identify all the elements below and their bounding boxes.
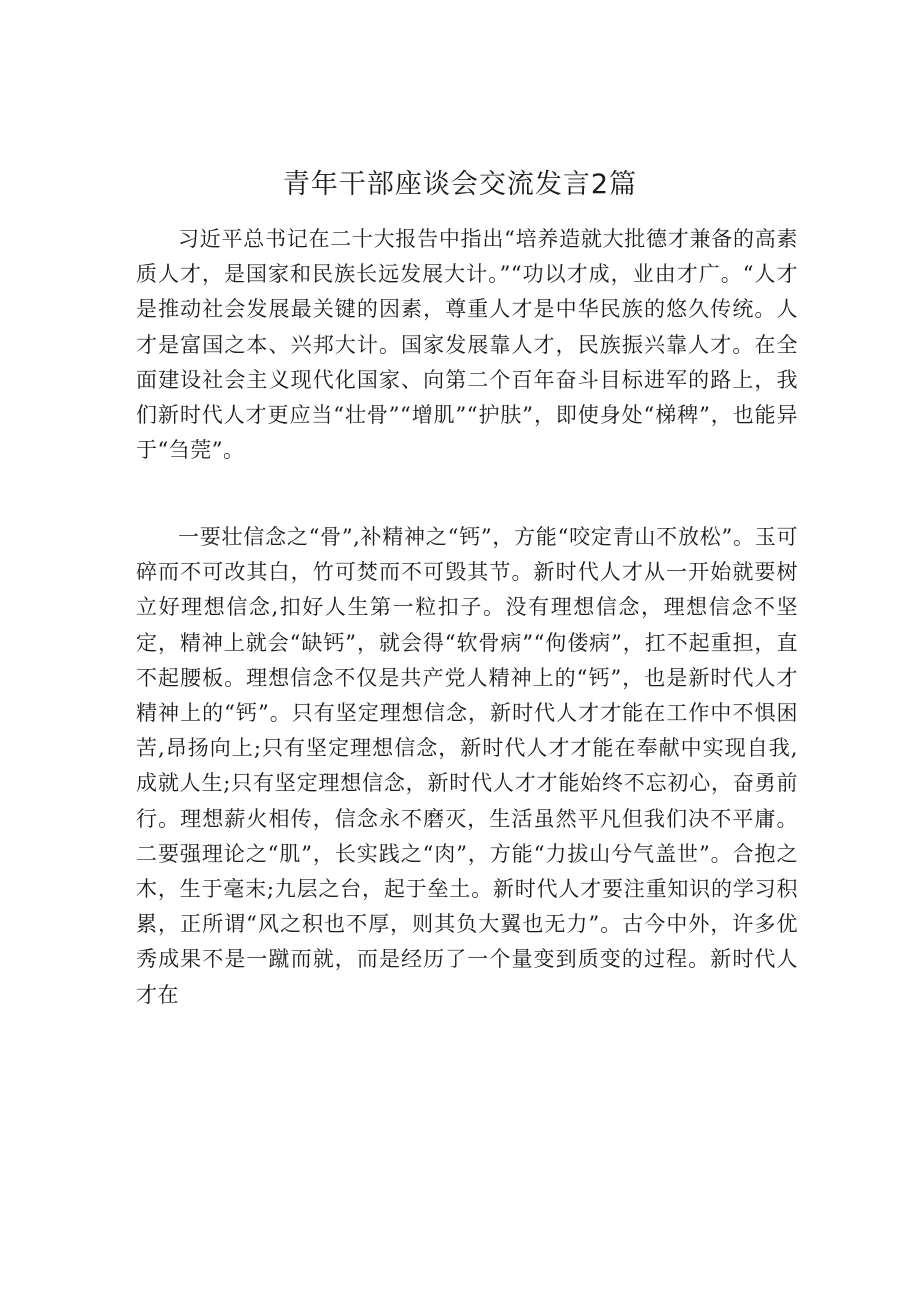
paragraph-body: 一要壮信念之“骨”,补精神之“钙”，方能“咬定青山不放松”。玉可碎而不可改其白，竹可焚而不可毁其节。新时代人才从一开始就要树立好理想信念,扣好人生第一粒扣子。没有理想信念，理想信念不坚定，精神上就会“缺钙”，就会得“软骨病”“佝偻病”，扛不起重担，直不起腰板。理想信念不仅是共产党人精神上的“钙”，也是新时代人才精神上的“钙”。只有坚定理想信念，新时代人才才能在工作中不惧困苦,昂扬向上;只有坚定理想信念，新时代人才才能在奉献中实现自我,成就人生;只有坚定理想信念，新时代人才才能始终不忘初心，奋勇前行。理想薪火相传，信念永不磨灭，生活虽然平凡但我们决不平庸。二要强理论之“肌”，长实践之“肉”，方能“力拔山兮气盖世”。合抱之木，生于毫末;九层之台，起于垒土。新时代人才要注重知识的学习积累，正所谓“风之积也不厚，则其负大翼也无力”。古今中外，许多优秀成果不是一蹴而就，而是经历了一个量变到质变的过程。新时代人才在	[136, 525, 798, 1007]
paragraph-intro: 习近平总书记在二十大报告中指出“培养造就大批德才兼备的高素质人才，是国家和民族长远发展大计。”“功以才成，业由才广。“人才是推动社会发展最关键的因素，尊重人才是中华民族的悠久传统。人才是富国之本、兴邦大计。国家发展靠人才，民族振兴靠人才。在全面建设社会主义现代化国家、向第二个百年奋斗目标进军的路上，我们新时代人才更应当“壮骨”“增肌”“护肤”，即使身处“梯稗”，也能异于“刍莞”。	[136, 227, 798, 463]
document-title: 青年干部座谈会交流发言2篇	[282, 169, 638, 200]
